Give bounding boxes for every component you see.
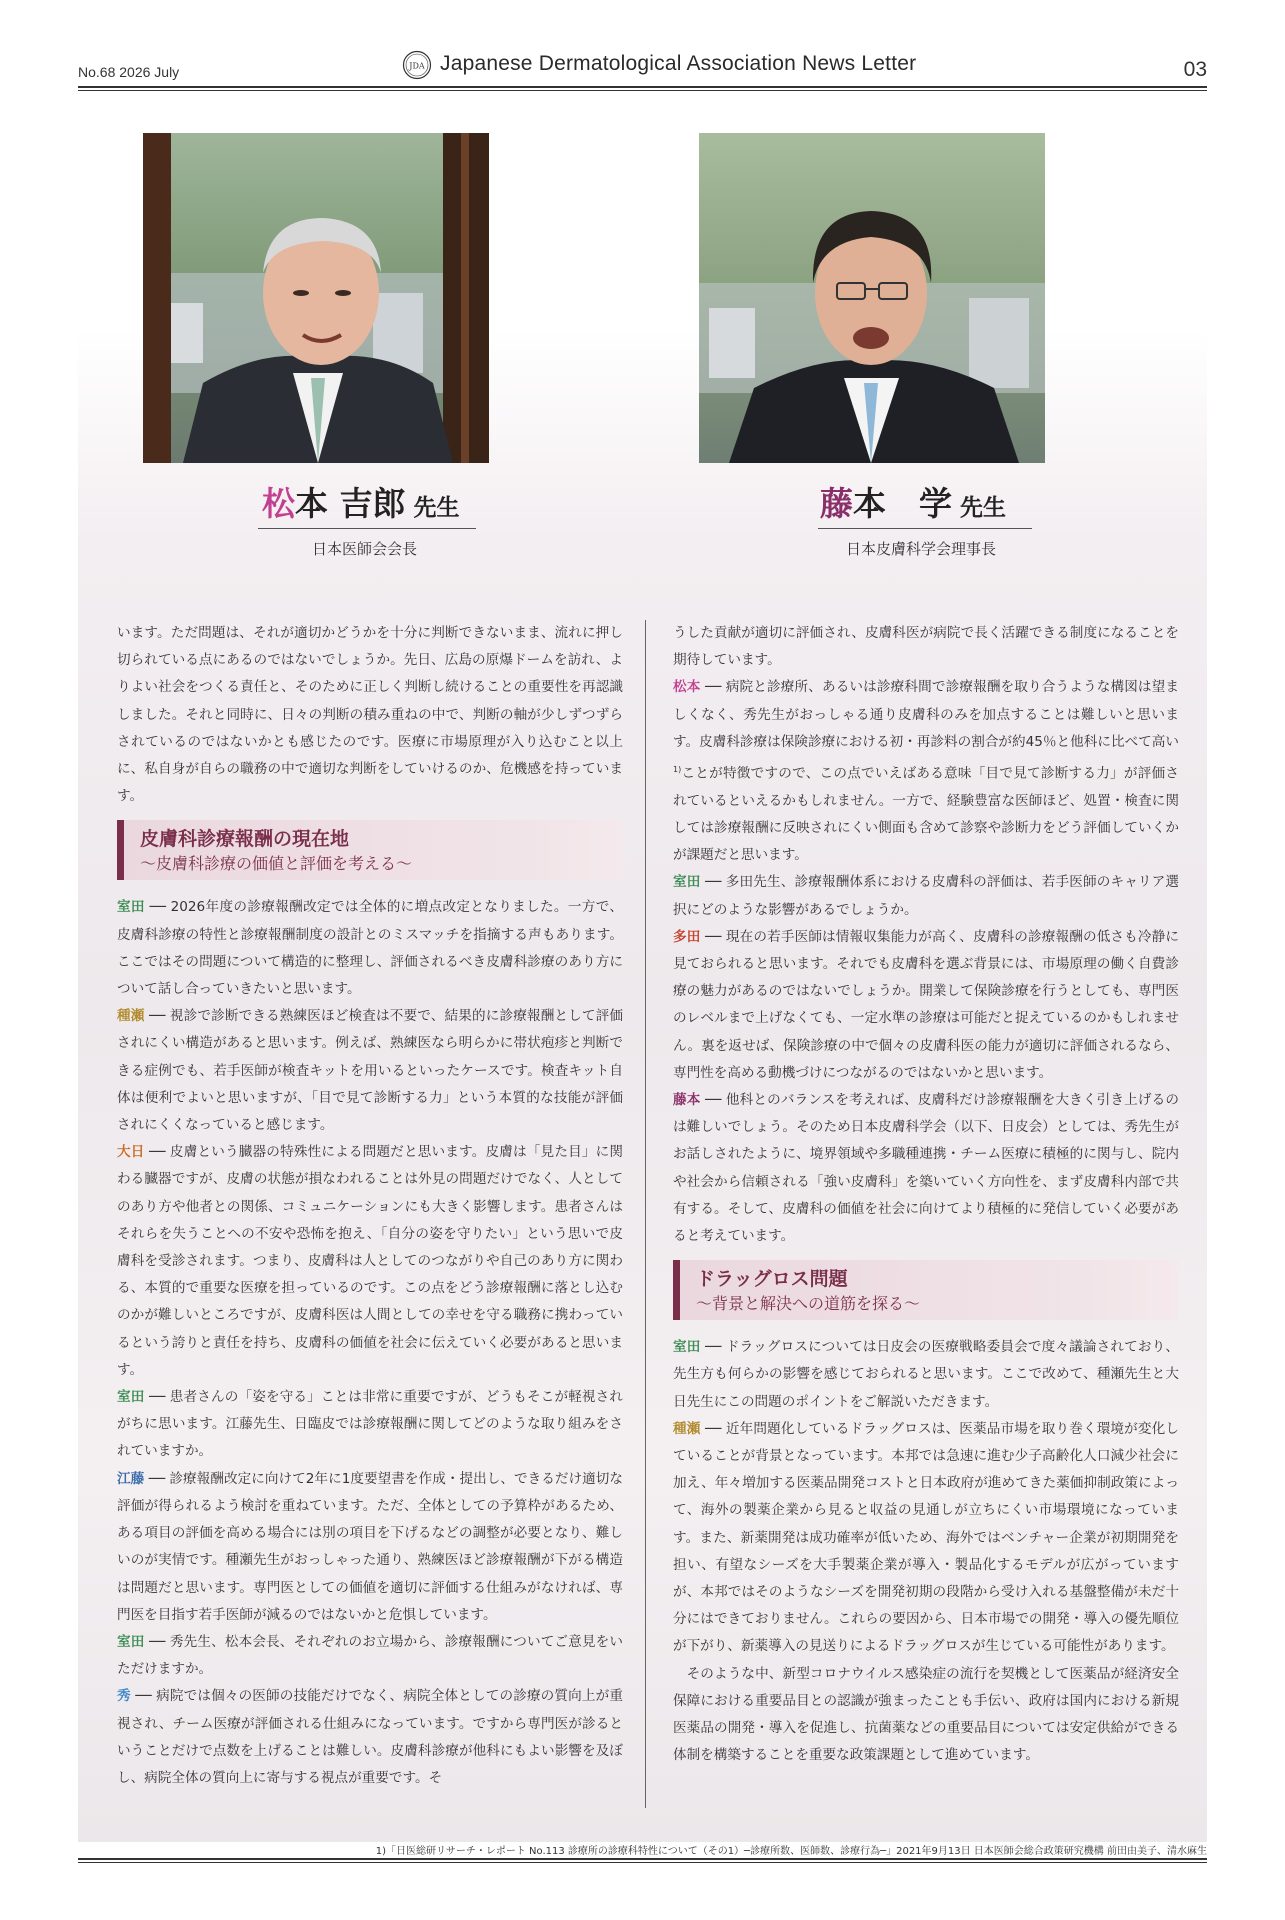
speaker-label: 種瀬 <box>117 1008 145 1025</box>
paragraph-text: ドラッグロスについては日皮会の医療戦略委員会で度々議論されており、先生方も何らかの影響を感じておられると思います。ここで改めて、種瀬先生と大日先生にこの問題のポイントをご解説いただきます。 <box>673 1339 1179 1410</box>
footer-rule-thin <box>78 1862 1207 1863</box>
speaker-label: 秀 <box>117 1688 131 1705</box>
dash: ── <box>135 1688 152 1705</box>
speaker-role: 日本皮膚科学会理事長 <box>846 540 997 558</box>
section-heading <box>117 820 623 880</box>
newsletter-title: Japanese Dermatological Association News Letter <box>440 52 917 75</box>
honorific: 先生 <box>413 494 460 521</box>
speaker-label: 種瀬 <box>673 1420 701 1437</box>
issue-label: No.68 2026 July <box>78 64 180 80</box>
section-subtitle: ～皮膚科診療の価値と評価を考える～ <box>140 854 413 874</box>
paragraph <box>673 1334 1179 1416</box>
speaker-label: 松本 <box>673 679 701 696</box>
column-divider <box>645 620 646 1808</box>
portrait-photo-matsumoto <box>143 133 489 463</box>
speaker-name-matsumoto <box>262 478 460 522</box>
dash: ── <box>704 1091 722 1108</box>
paragraph-text: 近年問題化しているドラッグロスは、医薬品市場を取り巻く環境が変化していることが背景となっています。本邦では急速に進む少子高齢化人口減少社会に加え、年々増加する医薬品開発コストと日本政府が進めてきた薬価抑制政策によって、海外の製薬企業から見ると収益の見通しが立ちにくい市場環境になっています。また、新薬開発は成功確率が低いため、海外ではベンチャー企業が初期開発を担い、有望なシーズを大手製薬企業が導入・製品化するモデルが広がっていますが、本邦ではそのようなシーズを開発初期の段階から受け入れる基盤整備が未だ十分にはできておりません。これらの要因から、日本市場での開発・導入の優先順位が下がり、新薬導入の見送りによるドラッグロスが生じている可能性があります。 <box>673 1420 1180 1655</box>
paragraph-text: 多田先生、診療報酬体系における皮膚科の評価は、若手医師のキャリア選択にどのような影響があるでしょうか。 <box>673 874 1179 918</box>
speaker-label: 室田 <box>673 1339 701 1356</box>
page-number: 03 <box>1183 58 1207 81</box>
dash: ── <box>704 1420 722 1437</box>
paragraph-text: 診療報酬改定に向けて2年に1度要望書を作成・提出し、できるだけ適切な評価が得られるよう検討を重ねています。ただ、全体としての予算枠があるため、ある項目の評価を高める場合には別の項目を下げるなどの調整が必要となり、難しいのが実情です。種瀬先生がおっしゃった通り、熟練医ほど診療報酬が下がる構造は問題だと思います。専門医としての価値を適切に評価する仕組みがなければ、専門医を目指す若手医師が減るのではないかと危惧しています。 <box>117 1470 624 1623</box>
dash: ── <box>149 899 166 916</box>
speaker-role: 日本医師会会長 <box>312 540 418 558</box>
dash: ── <box>148 1008 166 1025</box>
paragraph: うした貢献が適切に評価され、皮膚科医が病院で長く活躍できる制度になることを期待しています。 <box>673 625 1179 669</box>
dash: ── <box>704 928 722 945</box>
dash: ── <box>149 1144 166 1161</box>
name-initial: 藤 <box>820 484 853 523</box>
section-title: ドラッグロス問題 <box>696 1268 848 1291</box>
jda-logo-icon <box>402 50 432 80</box>
svg-text:JDA: JDA <box>409 61 425 71</box>
paragraph <box>117 1139 623 1384</box>
paragraph-text: 2026年度の診療報酬改定では全体的に増点改定となりました。一方で、皮膚科診療の特性と診療報酬制度の設計とのミスマッチを指摘する声もあります。ここではその問題について構造的に整理し、評価されるべき皮膚科診療のあり方について話し合っていきたいと思います。 <box>117 899 623 998</box>
honorific: 先生 <box>960 494 1006 521</box>
name-underline <box>258 528 476 529</box>
speaker-label: 大日 <box>117 1144 145 1161</box>
paragraph <box>673 1087 1179 1250</box>
paragraph: います。ただ問題は、それが適切かどうかを十分に判断できないまま、流れに押し切られている点にあるのではないでしょうか。先日、広島の原爆ドームを訪れ、よりよい社会をつくる責任と、そのために正しく判断し続けることの重要性を再認識しました。それと同時に、日々の判断の積み重ねの中で、判断の軸が少しずつずらされているのではないかとも感じたのです。医療に市場原理が入り込むこと以上に、私自身が自らの職務の中で適切な判断をしていけるのか、危機感を持っています。 <box>117 625 623 805</box>
paragraph <box>117 894 623 1003</box>
speaker-label: 室田 <box>117 899 145 916</box>
paragraph <box>673 1416 1179 1661</box>
speaker-label: 室田 <box>673 874 701 891</box>
paragraph <box>117 1629 623 1683</box>
paragraph: そのような中、新型コロナウイルス感染症の流行を契機として医薬品が経済安全保障における重要品目との認識が強まったことも手伝い、政府は国内における新規医薬品の開発・導入を促進し、抗菌薬などの重要品目については安定供給ができる体制を構築することを重要な政策課題として進めています。 <box>673 1665 1179 1764</box>
name-rest: 本 吉郎 <box>295 484 406 523</box>
paragraph <box>117 1003 623 1139</box>
speaker-label: 室田 <box>117 1389 145 1406</box>
paragraph-text: 視診で診断できる熟練医ほど検査は不要で、結果的に診療報酬として評価されにくい構造があると思います。例えば、熟練医なら明らかに帯状疱疹と判断できる症例でも、若手医師が検査キットを用いるといったケースです。検査キット自体は便利でよいと思いますが、「目で見て診断する力」という本質的な技能が評価されにくくなっていると感じます。 <box>117 1008 624 1134</box>
paragraph-text: 秀先生、松本会長、それぞれのお立場から、診療報酬についてご意見をいただけますか。 <box>117 1633 624 1678</box>
portrait-photo-fujimoto <box>699 133 1045 463</box>
paragraph-text: 病院と診療所、あるいは診療科間で診療報酬を取り合うような構図は望ましくなく、秀先生がおっしゃる通り皮膚科のみを加点することは難しいと思います。皮膚科診療は保険診療における初・再診料の割合が約45％と他科に比べて高い <box>673 679 1179 750</box>
footer-rule <box>78 1858 1207 1860</box>
header-rule <box>78 86 1207 88</box>
dash: ── <box>704 874 722 891</box>
speaker-label: 江藤 <box>117 1470 145 1487</box>
speaker-name-fujimoto <box>820 478 1006 522</box>
footnote: 1)「日医総研リサーチ・レポート No.113 診療所の診療科特性について（その1）─診療所数、医師数、診療行為─」2021年9月13日 日本医師会総合政策研究機構 前田由美子、清水麻生 <box>375 1846 1207 1857</box>
dash: ── <box>148 1470 166 1487</box>
section-subtitle: ～背景と解決への道筋を探る～ <box>696 1294 921 1314</box>
speaker-label: 室田 <box>117 1633 145 1650</box>
footnote-ref: 1) <box>673 765 682 775</box>
name-underline <box>818 528 1032 529</box>
paragraph <box>673 674 1179 869</box>
paragraph <box>117 1683 623 1792</box>
paragraph <box>117 1466 623 1629</box>
dash: ── <box>148 1389 166 1406</box>
name-initial: 松 <box>262 484 295 523</box>
name-rest: 本 学 <box>853 484 952 523</box>
paragraph <box>673 924 1179 1087</box>
article-column-left <box>117 620 623 1792</box>
paragraph-text: 皮膚という臓器の特殊性による問題だと思います。皮膚は「見た目」に関わる臓器ですが、皮膚の状態が損なわれることは外見の問題だけでなく、人としてのあり方や他者との関係、コミュニケーションにも大きく影響します。患者さんはそれらを失うことへの不安や恐怖を抱え、「自分の姿を守りたい」という思いで皮膚科を受診されます。つまり、皮膚科は人としてのつながりや自己のあり方に関わる、本質的で重要な医療を担っているのです。この点をどう診療報酬に落とし込むのかが難しいところですが、皮膚科医は人間としての幸せを守る職務に携わっているという誇りと責任を持ち、皮膚科の価値を社会に伝えていく必要があると思います。 <box>117 1144 623 1378</box>
article-column-right <box>673 620 1179 1769</box>
paragraph-text: ことが特徴ですので、この点でいえばある意味「目で見て診断する力」が評価されているといえるかもしれません。一方で、経験豊富な医師ほど、処置・検査に関しては診療報酬に反映されにくい側面も含めて診察や診断力をどう評価していくかが課題だと思います。 <box>673 765 1179 864</box>
paragraph-text: 他科とのバランスを考えれば、皮膚科だけ診療報酬を大きく引き上げるのは難しいでしょう。そのため日本皮膚科学会（以下、日皮会）としては、秀先生がお話しされたように、境界領域や多職種連携・チーム医療に積極的に関与し、院内や社会から信頼される「強い皮膚科」を築いていく方向性を、まず皮膚科内部で共有する。そして、皮膚科の価値を社会に向けてより積極的に発信していく必要があると考えています。 <box>673 1091 1179 1244</box>
speaker-label: 藤本 <box>673 1091 701 1108</box>
dash: ── <box>148 1633 166 1650</box>
paragraph-text: 病院では個々の医師の技能だけでなく、病院全体としての診療の質向上が重視され、チーム医療が評価される仕組みになっています。ですから専門医が診るということだけで点数を上げることは難しい。皮膚科診療が他科にもよい影響を及ぼし、病院全体の質向上に寄与する視点が重要です。そ <box>117 1688 624 1786</box>
paragraph-text: 現在の若手医師は情報収集能力が高く、皮膚科の診療報酬の低さも冷静に見ておられると思います。それでも皮膚科を選ぶ背景には、市場原理の働く自費診療の魅力があるのではないでしょうか。開業して保険診療を行うとしても、専門医のレベルまで上げなくても、一定水準の診療は可能だと捉えているのかもしれません。裏を返せば、保険診療の中で個々の皮膚科医の能力が適切に評価されるなら、専門性を高める動機づけにつながるのではないかと思います。 <box>673 928 1180 1081</box>
speaker-label: 多田 <box>673 928 701 945</box>
paragraph <box>117 1384 623 1466</box>
dash: ── <box>705 1339 722 1356</box>
section-title: 皮膚科診療報酬の現在地 <box>140 828 350 851</box>
paragraph-text: 患者さんの「姿を守る」ことは非常に重要ですが、どうもそこが軽視されがちに思います。江藤先生、日臨皮では診療報酬に関してどのような取り組みをされていますか。 <box>117 1389 623 1460</box>
section-heading <box>673 1260 1179 1320</box>
header-rule-thin <box>78 90 1207 91</box>
dash: ── <box>704 679 722 696</box>
paragraph <box>673 869 1179 923</box>
